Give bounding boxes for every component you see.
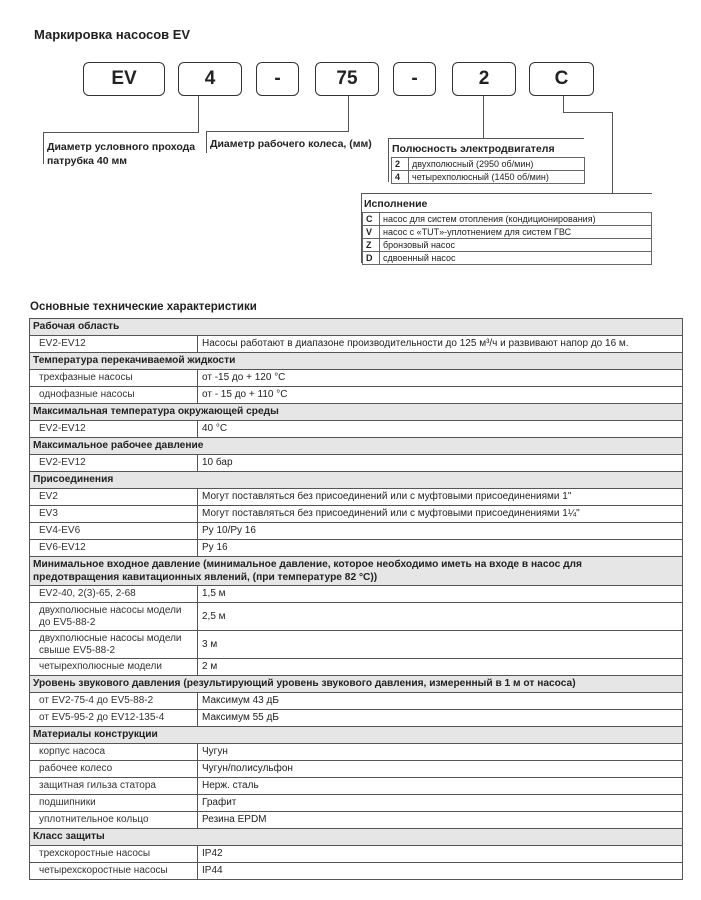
table-row xyxy=(30,761,683,778)
value-cell: 1,5 м xyxy=(198,586,683,603)
table-row xyxy=(30,795,683,812)
table-row xyxy=(30,506,683,523)
poles-table xyxy=(391,157,585,184)
marking-title: Маркировка насосов EV xyxy=(34,27,191,42)
table-row xyxy=(30,387,683,404)
parameter-cell: EV2-40, 2(3)-65, 2-68 xyxy=(30,586,198,603)
parameter-cell: двухполюсные насосы модели свыше EV5-88-2 xyxy=(30,631,198,659)
value-cell: Ру 16 xyxy=(198,540,683,557)
description: бронзовый насос xyxy=(380,239,652,252)
code-box-poles: 2 xyxy=(452,62,516,96)
connector-line xyxy=(563,112,613,113)
value-cell: Графит xyxy=(198,795,683,812)
code-box-diameter: 4 xyxy=(178,62,242,96)
description: насос для систем отопления (кондиционирования) xyxy=(380,213,652,226)
table-row xyxy=(30,455,683,472)
section-header-row xyxy=(30,557,683,586)
connector-line xyxy=(198,96,199,132)
value-cell: Насосы работают в диапазоне производительности до 125 м³/ч и развивают напор до 16 м. xyxy=(198,336,683,353)
description: четырехполюсный (1450 об/мин) xyxy=(409,171,585,184)
value-cell: Чугун/полисульфон xyxy=(198,761,683,778)
parameter-cell: двухполюсные насосы модели до EV5-88-2 xyxy=(30,603,198,631)
parameter-cell: четырехскоростные насосы xyxy=(30,863,198,880)
section-header: Максимальная температура окружающей среды xyxy=(30,404,683,421)
section-header: Рабочая область xyxy=(30,319,683,336)
table-row xyxy=(30,659,683,676)
connector-line xyxy=(612,112,613,193)
section-header-row xyxy=(30,319,683,336)
table-row xyxy=(30,710,683,727)
table-row xyxy=(30,778,683,795)
section-header-row xyxy=(30,676,683,693)
specs-title: Основные технические характеристики xyxy=(30,301,257,313)
parameter-cell: от EV2-75-4 до EV5-88-2 xyxy=(30,693,198,710)
version-table xyxy=(362,212,652,265)
parameter-cell: EV2-EV12 xyxy=(30,421,198,438)
connector-line xyxy=(388,138,389,182)
code: 2 xyxy=(392,158,409,171)
value-cell: Максимум 43 дБ xyxy=(198,693,683,710)
table-row xyxy=(30,863,683,880)
section-header-row xyxy=(30,353,683,370)
value-cell: 2 м xyxy=(198,659,683,676)
label-nominal-diameter: Диаметр условного прохода патрубка 40 мм xyxy=(47,141,196,167)
value-cell: IP42 xyxy=(198,846,683,863)
table-row xyxy=(30,812,683,829)
poles-title: Полюсность электродвигателя xyxy=(392,143,555,155)
code: 4 xyxy=(392,171,409,184)
connector-line xyxy=(348,96,349,131)
code: V xyxy=(363,226,380,239)
table-row xyxy=(30,336,683,353)
code-box-impeller: 75 xyxy=(315,62,379,96)
section-header: Присоединения xyxy=(30,472,683,489)
parameter-cell: EV3 xyxy=(30,506,198,523)
parameter-cell: однофазные насосы xyxy=(30,387,198,404)
parameter-cell: EV6-EV12 xyxy=(30,540,198,557)
poles-row xyxy=(392,158,585,171)
connector-line xyxy=(206,131,207,153)
table-row xyxy=(30,523,683,540)
value-cell: Могут поставляться без присоединений или с муфтовыми присоединениями 1" xyxy=(198,489,683,506)
value-cell: от -15 до + 120 °C xyxy=(198,370,683,387)
version-row xyxy=(363,226,652,239)
section-header: Максимальное рабочее давление xyxy=(30,438,683,455)
parameter-cell: четырехполюсные модели xyxy=(30,659,198,676)
value-cell: Могут поставляться без присоединений или с муфтовыми присоединениями 1¼" xyxy=(198,506,683,523)
value-cell: 2,5 м xyxy=(198,603,683,631)
value-cell: Нерж. сталь xyxy=(198,778,683,795)
value-cell: Максимум 55 дБ xyxy=(198,710,683,727)
connector-line xyxy=(563,96,564,112)
parameter-cell: EV2-EV12 xyxy=(30,336,198,353)
section-header-row xyxy=(30,829,683,846)
version-row xyxy=(363,239,652,252)
code-box-dash: - xyxy=(393,62,436,96)
connector-line xyxy=(206,131,349,132)
value-cell: Ру 10/Ру 16 xyxy=(198,523,683,540)
connector-line xyxy=(43,132,44,164)
code: D xyxy=(363,252,380,265)
version-row xyxy=(363,213,652,226)
parameter-cell: рабочее колесо xyxy=(30,761,198,778)
value-cell: Резина EPDM xyxy=(198,812,683,829)
code: C xyxy=(363,213,380,226)
table-row xyxy=(30,603,683,631)
parameter-cell: трехскоростные насосы xyxy=(30,846,198,863)
code-box-dash: - xyxy=(256,62,299,96)
table-row xyxy=(30,489,683,506)
code-box-series: EV xyxy=(83,62,165,96)
table-row xyxy=(30,421,683,438)
value-cell: Чугун xyxy=(198,744,683,761)
version-title: Исполнение xyxy=(364,198,428,210)
section-header-row xyxy=(30,404,683,421)
section-header-row xyxy=(30,727,683,744)
value-cell: 10 бар xyxy=(198,455,683,472)
table-row xyxy=(30,370,683,387)
description: сдвоенный насос xyxy=(380,252,652,265)
connector-line xyxy=(361,193,652,194)
table-row xyxy=(30,631,683,659)
table-row xyxy=(30,744,683,761)
value-cell: 3 м xyxy=(198,631,683,659)
parameter-cell: от EV5-95-2 до EV12-135-4 xyxy=(30,710,198,727)
value-cell: 40 °C xyxy=(198,421,683,438)
section-header-row xyxy=(30,438,683,455)
section-header: Класс защиты xyxy=(30,829,683,846)
parameter-cell: уплотнительное кольцо xyxy=(30,812,198,829)
description: двухполюсный (2950 об/мин) xyxy=(409,158,585,171)
parameter-cell: EV2 xyxy=(30,489,198,506)
parameter-cell: EV2-EV12 xyxy=(30,455,198,472)
connector-line xyxy=(43,132,199,133)
value-cell: IP44 xyxy=(198,863,683,880)
parameter-cell: EV4-EV6 xyxy=(30,523,198,540)
description: насос с «TUT»-уплотнением для систем ГВС xyxy=(380,226,652,239)
value-cell: от - 15 до + 110 °C xyxy=(198,387,683,404)
connector-line xyxy=(483,96,484,138)
section-header: Минимальное входное давление (минимальное давление, которое необходимо иметь на входе в насос для предотвращения кавитационных явлений, (при температуре 82 °C)) xyxy=(30,557,683,586)
version-row xyxy=(363,252,652,265)
parameter-cell: трехфазные насосы xyxy=(30,370,198,387)
table-row xyxy=(30,846,683,863)
connector-line xyxy=(388,138,584,139)
parameter-cell: корпус насоса xyxy=(30,744,198,761)
specs-table xyxy=(29,318,683,880)
parameter-cell: подшипники xyxy=(30,795,198,812)
table-row xyxy=(30,693,683,710)
code-box-version: C xyxy=(529,62,594,96)
section-header: Температура перекачиваемой жидкости xyxy=(30,353,683,370)
section-header: Уровень звукового давления (результирующий уровень звукового давления, измеренный в 1 м от насоса) xyxy=(30,676,683,693)
parameter-cell: защитная гильза статора xyxy=(30,778,198,795)
code: Z xyxy=(363,239,380,252)
poles-row xyxy=(392,171,585,184)
section-header: Материалы конструкции xyxy=(30,727,683,744)
table-row xyxy=(30,586,683,603)
label-impeller-diameter: Диаметр рабочего колеса, (мм) xyxy=(210,138,372,150)
section-header-row xyxy=(30,472,683,489)
table-row xyxy=(30,540,683,557)
